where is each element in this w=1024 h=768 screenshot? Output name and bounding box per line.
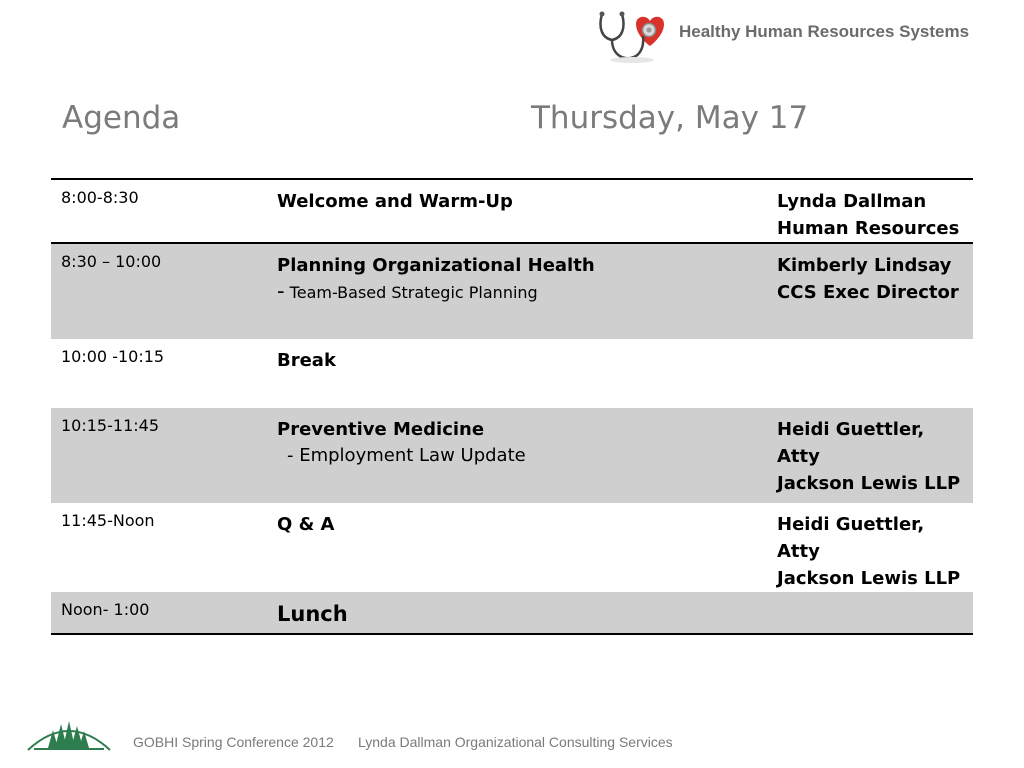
session-subtitle: - Employment Law Update (287, 445, 526, 466)
session-subtitle (277, 279, 757, 305)
footer-conference: GOBHI Spring Conference 2012 (133, 734, 334, 750)
agenda-time: 8:30 – 10:00 (51, 243, 267, 339)
agenda-row (51, 243, 973, 339)
agenda-presenter (767, 339, 973, 408)
footer-consultant: Lynda Dallman Organizational Consulting Services (358, 734, 673, 750)
agenda-session (267, 503, 767, 592)
agenda-time: 10:15-11:45 (51, 408, 267, 503)
agenda-presenter (767, 592, 973, 634)
agenda-time: 10:00 -10:15 (61, 347, 165, 366)
agenda-row (51, 339, 973, 408)
session-title: Lunch (277, 602, 348, 626)
pine-trees-logo-icon (26, 718, 112, 752)
presenter-affiliation: CCS Exec Director (777, 282, 959, 303)
session-title: Q & A (277, 514, 335, 535)
agenda-session (267, 408, 767, 503)
page-date: Thursday, May 17 (531, 100, 809, 136)
page-title: Agenda (62, 100, 181, 136)
agenda-row (51, 503, 973, 592)
subtitle-dash: - (277, 279, 285, 303)
agenda-table (51, 178, 973, 635)
presenter-affiliation: Jackson Lewis LLP (777, 568, 961, 589)
session-title: Break (277, 350, 336, 371)
presenter-affiliation: Jackson Lewis LLP (777, 473, 961, 494)
presenter-name: Heidi Guettler, Atty (777, 419, 925, 467)
presenter-name: Lynda Dallman (777, 191, 927, 212)
agenda-session (267, 592, 767, 634)
agenda-presenter (767, 179, 973, 243)
presenter-name: Heidi Guettler, Atty (777, 514, 925, 562)
agenda-time: Noon- 1:00 (51, 592, 267, 634)
agenda-row (51, 408, 973, 503)
agenda-time: 11:45-Noon (61, 511, 155, 530)
session-title: Welcome and Warm-Up (277, 191, 513, 212)
agenda-presenter (767, 243, 973, 339)
agenda-session (267, 339, 767, 408)
presenter-affiliation: Human Resources (777, 218, 960, 239)
session-title: Preventive Medicine (277, 419, 485, 440)
agenda-session (267, 179, 767, 243)
agenda-row (51, 592, 973, 634)
session-title: Planning Organizational Health (277, 255, 595, 276)
agenda-presenter (767, 408, 973, 503)
stethoscope-heart-icon (596, 8, 668, 66)
agenda-presenter (767, 503, 973, 592)
subtitle-text: Team-Based Strategic Planning (289, 283, 538, 302)
agenda-row (51, 179, 973, 243)
agenda-time: 8:00-8:30 (51, 179, 267, 243)
presenter-name: Kimberly Lindsay (777, 255, 952, 276)
agenda-session (267, 243, 767, 339)
brand-name: Healthy Human Resources Systems (679, 22, 970, 41)
